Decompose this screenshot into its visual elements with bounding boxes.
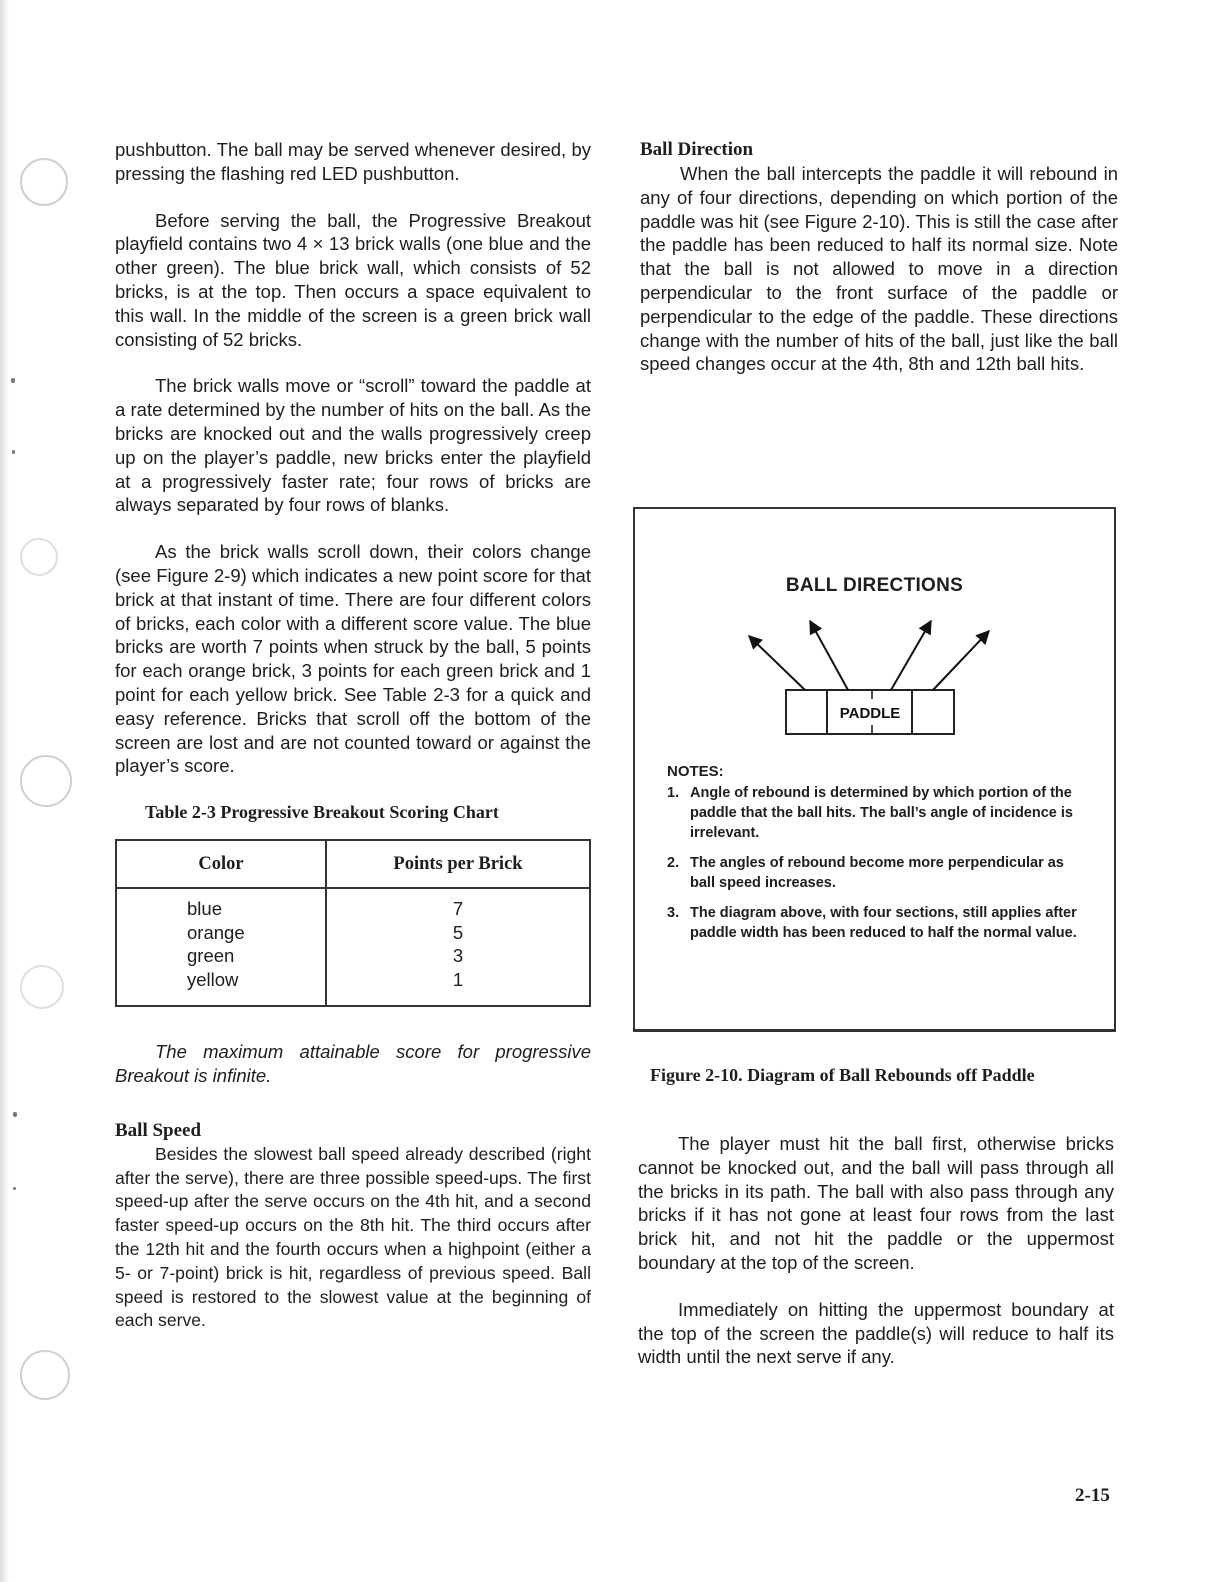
- scan-speck: [11, 378, 15, 383]
- note-text: The diagram above, with four sections, still applies after paddle width has been reduced to half the normal value.: [690, 905, 1077, 941]
- paragraph-paddle-reduce: Immediately on hitting the uppermost boundary at the top of the screen the paddle(s) will reduce to half its width until the next serve if any.: [638, 1298, 1114, 1368]
- figure-ball-directions: [633, 507, 1116, 1032]
- scoring-table: [115, 839, 591, 1007]
- note-item: [667, 783, 1077, 843]
- punch-hole: [20, 538, 58, 576]
- left-column: [115, 138, 591, 1333]
- note-text: Angle of rebound is determined by which portion of the paddle that the ball hits. The ball’s angle of incidence is irrelevant.: [690, 785, 1073, 841]
- punch-hole: [20, 1350, 70, 1400]
- scan-speck: [13, 1187, 16, 1190]
- right-column: [640, 138, 1118, 376]
- page-number: 2-15: [1075, 1485, 1110, 1506]
- points-cell: 1: [452, 968, 464, 990]
- note-number: 2.: [667, 855, 680, 871]
- ball-directions-diagram: [635, 509, 1114, 759]
- paragraph-playfield: Before serving the ball, the Progressive Breakout playfield contains two 4 × 13 brick walls (one blue and the other green). The blue brick wall, which consists of 52 bricks, is at the top. Then occurs a space equivalent to this wall. In the middle of the screen is a green brick wall consisting of 52 bricks.: [115, 209, 591, 350]
- punch-hole: [20, 755, 72, 807]
- rebound-arrow-inner-right: [891, 621, 931, 690]
- figure-caption: Figure 2-10. Diagram of Ball Rebounds off Paddle: [650, 1065, 1035, 1085]
- column-header-color: Color: [116, 840, 326, 888]
- max-score-note: The maximum attainable score for progressive Breakout is infinite.: [115, 1041, 591, 1086]
- color-cell: blue: [187, 898, 222, 920]
- table-row: [116, 888, 590, 1006]
- notes-title: NOTES:: [667, 763, 724, 780]
- paragraph-serve: pushbutton. The ball may be served whenever desired, by pressing the flashing red LED pushbutton.: [115, 139, 591, 184]
- paddle-label: PADDLE: [839, 705, 901, 722]
- points-cell: 7: [452, 898, 464, 920]
- scan-speck: [13, 1112, 17, 1117]
- right-column-lower: [638, 1132, 1114, 1369]
- punch-hole: [20, 965, 64, 1009]
- paragraph-ball-direction: When the ball intercepts the paddle it will rebound in any of four directions, depending on which portion of the paddle was hit (see Figure 2-10). This is still the case after the paddle has been reduced to half its normal size. Note that the ball is not allowed to move in a direction perpendicular to the front surface of the paddle or perpendicular to the edge of the paddle. These directions change with the number of hits of the ball, just like the ball speed changes occur at the 4th, 8th and 12th ball hits.: [640, 163, 1118, 375]
- rebound-arrow-far-left: [749, 636, 805, 690]
- rebound-arrow-inner-left: [810, 621, 848, 690]
- table-header-row: [116, 840, 590, 888]
- paragraph-ball-speed: Besides the slowest ball speed already described (right after the serve), there are three possible speed-ups. The first speed-up after the serve occurs on the 4th hit, and a second faster speed-up occurs on the 8th hit. The third occurs after the 12th hit and the fourth occurs when a highpoint (either a 5- or 7-point) brick is hit, regardless of previous speed. Ball speed is restored to the slowest value at the beginning of each serve.: [115, 1143, 591, 1331]
- scan-speck: [12, 450, 15, 454]
- color-cell: yellow: [187, 968, 239, 990]
- color-cell: orange: [187, 921, 245, 943]
- notes-list: [667, 783, 1077, 953]
- paragraph-scroll: The brick walls move or “scroll” toward the paddle at a rate determined by the number of hits on the ball. As the bricks are knocked out and the walls progressively creep up on the player’s paddle, new bricks enter the playfield at a progressively faster rate; four rows of bricks are always separated by four rows of blanks.: [115, 375, 591, 516]
- binder-edge: [0, 0, 9, 1582]
- paragraph-colors: As the brick walls scroll down, their colors change (see Figure 2-9) which indicates a new point score for that brick at that instant of time. There are four different colors of bricks, each color with a different score value. The blue bricks are worth 7 points when struck by the ball, 5 points for each orange brick, 3 points for each green brick and 1 point for each yellow brick. See Table 2-3 for a quick and easy reference. Bricks that scroll off the bottom of the screen are lost and are not counted toward or against the player’s score.: [115, 541, 591, 777]
- paragraph-hit-first: The player must hit the ball first, otherwise bricks cannot be knocked out, and the ball will pass through all the bricks in its path. The ball with also pass through any bricks if it has not gone at least four rows from the last brick hit, and not hit the paddle or the uppermost boundary at the top of the screen.: [638, 1133, 1114, 1273]
- figure-title: BALL DIRECTIONS: [785, 575, 964, 596]
- note-item: [667, 903, 1077, 943]
- points-cells: [326, 888, 590, 1006]
- note-text: The angles of rebound become more perpendicular as ball speed increases.: [690, 855, 1064, 891]
- note-number: 3.: [667, 905, 680, 921]
- heading-ball-direction: Ball Direction: [640, 139, 754, 160]
- color-cell: green: [187, 945, 235, 967]
- points-cell: 3: [452, 945, 464, 967]
- table-caption: Table 2-3 Progressive Breakout Scoring Chart: [145, 802, 499, 823]
- column-header-points: Points per Brick: [326, 840, 590, 888]
- punch-hole: [20, 158, 68, 206]
- rebound-arrow-far-right: [933, 631, 989, 690]
- note-item: [667, 853, 1077, 893]
- points-cell: 5: [452, 921, 464, 943]
- heading-ball-speed: Ball Speed: [115, 1119, 202, 1141]
- color-cells: [116, 888, 326, 1006]
- note-number: 1.: [667, 785, 680, 801]
